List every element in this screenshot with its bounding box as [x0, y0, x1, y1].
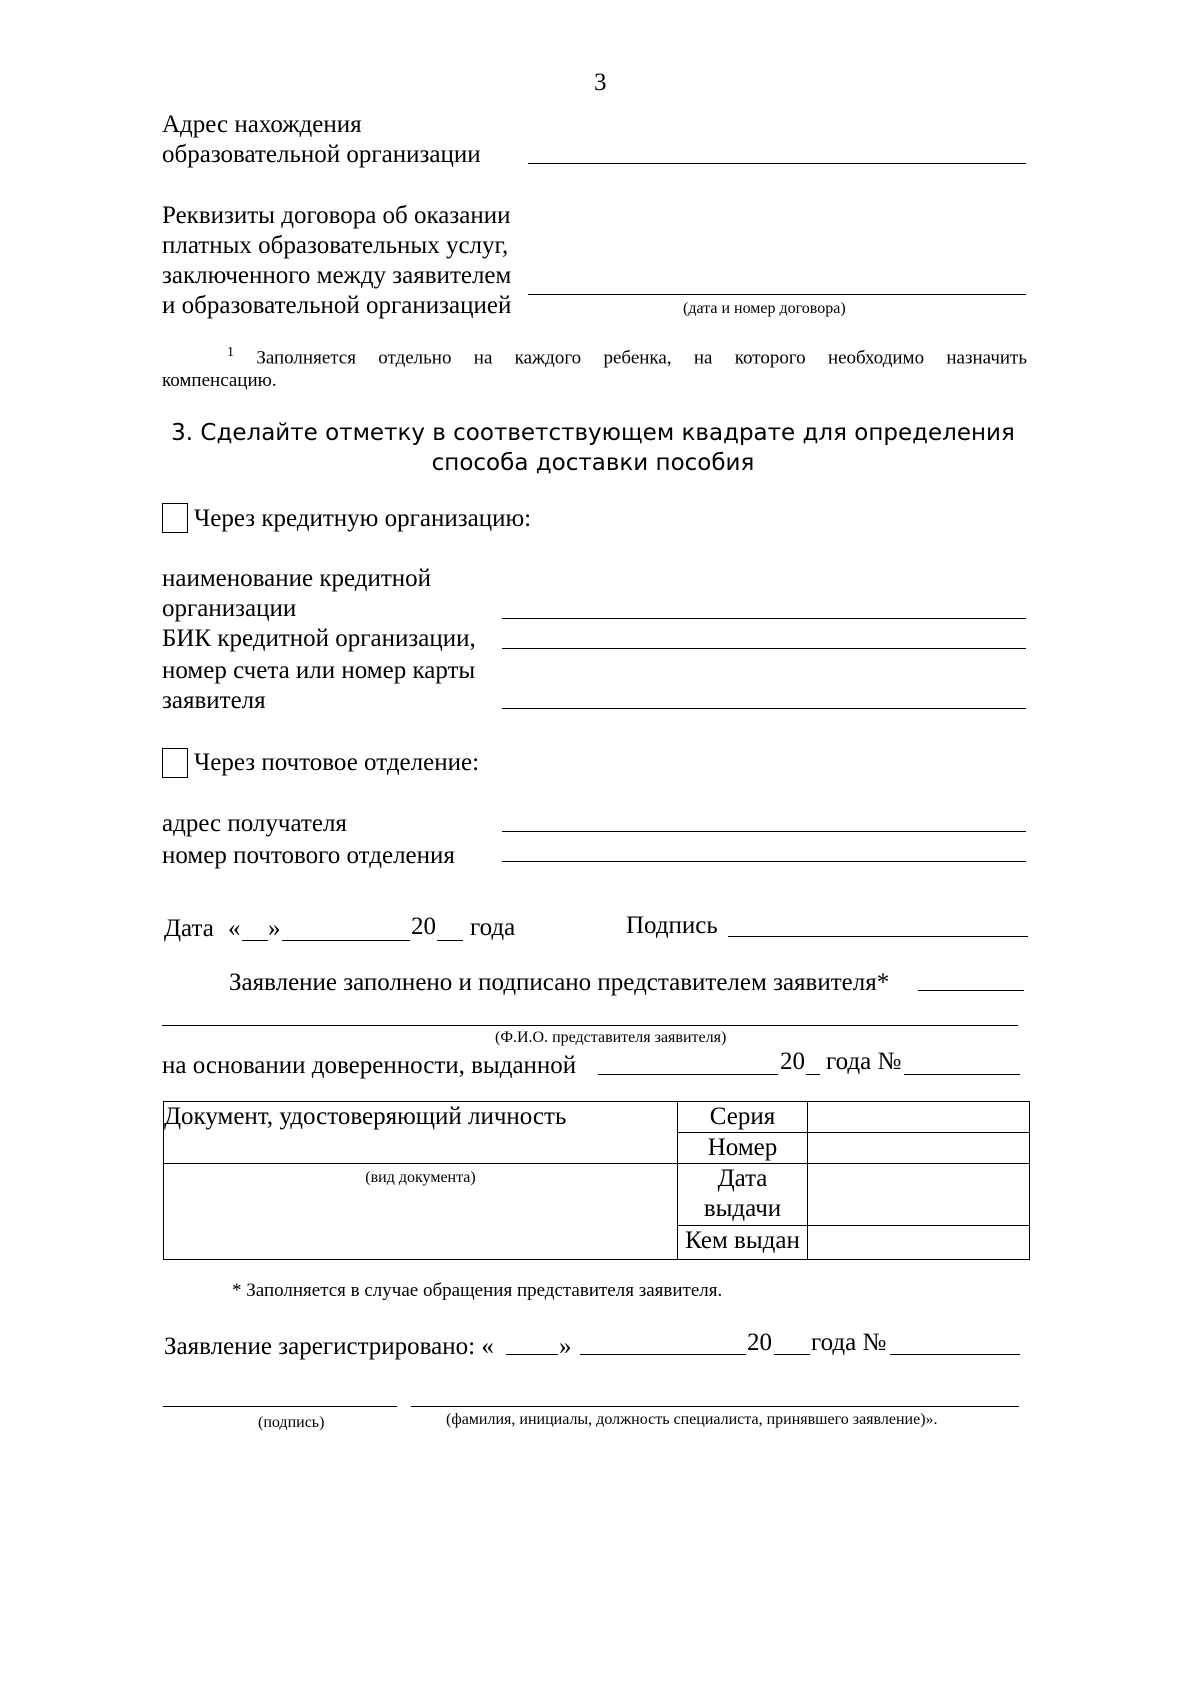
- registration-specialist-field[interactable]: [411, 1406, 1019, 1407]
- bank-name-label-line-1: наименование кредитной: [162, 565, 432, 592]
- representative-statement: Заявление заполнено и подписано представителем заявителя*: [229, 969, 890, 996]
- contract-label-line-3: заключенного между заявителем: [162, 262, 512, 289]
- registration-year-field[interactable]: [774, 1354, 810, 1355]
- proxy-number-field[interactable]: [904, 1074, 1020, 1075]
- document-type-label: Документ, удостоверяющий личность: [164, 1103, 567, 1130]
- contract-label-line-2: платных образовательных услуг,: [162, 232, 509, 259]
- registration-signature-caption: (подпись): [258, 1414, 325, 1431]
- proxy-year-prefix: 20: [780, 1048, 805, 1075]
- document-type-cell[interactable]: [164, 1102, 678, 1164]
- date-month-field[interactable]: [282, 940, 410, 941]
- date-year-prefix: 20: [411, 913, 436, 940]
- issued-by-label: Кем выдан: [678, 1226, 808, 1260]
- post-office-label: номер почтового отделения: [162, 842, 455, 869]
- document-caption-cell: [164, 1164, 678, 1260]
- issue-date-value-cell[interactable]: [808, 1164, 1030, 1226]
- bik-label-line-2: номер счета или номер карты: [162, 657, 476, 684]
- footnote-1-text-line-2: компенсацию.: [162, 370, 277, 391]
- signature-label: Подпись: [626, 912, 718, 939]
- registration-specialist-caption: (фамилия, инициалы, должность специалиста, принявшего заявление)».: [446, 1411, 938, 1428]
- bank-name-field-line[interactable]: [502, 618, 1026, 619]
- registration-signature-field[interactable]: [163, 1406, 397, 1407]
- contract-field-line[interactable]: [528, 294, 1026, 295]
- number-value-cell[interactable]: [808, 1133, 1030, 1164]
- proxy-year-field[interactable]: [806, 1074, 820, 1075]
- post-option-checkbox[interactable]: [162, 748, 188, 778]
- address-field-line[interactable]: [528, 163, 1026, 164]
- address-label-line-1: Адрес нахождения: [162, 111, 362, 138]
- contract-label-line-1: Реквизиты договора об оказании: [162, 202, 511, 229]
- bank-name-label-line-2: организации: [162, 595, 297, 622]
- proxy-date-field[interactable]: [598, 1074, 778, 1075]
- footnote-1: [227, 340, 1027, 370]
- registration-month-field[interactable]: [580, 1354, 746, 1355]
- registration-number-field[interactable]: [890, 1354, 1020, 1355]
- series-label: Серия: [678, 1102, 808, 1133]
- page-number: 3: [594, 69, 607, 96]
- date-label: Дата: [164, 915, 214, 942]
- contract-caption: (дата и номер договора): [683, 300, 846, 317]
- registration-year-suffix: года №: [811, 1329, 887, 1356]
- bik-label-line-1: БИК кредитной организации,: [162, 625, 476, 652]
- address-label-line-2: образовательной организации: [162, 141, 481, 168]
- recipient-address-label: адрес получателя: [162, 810, 347, 837]
- issue-date-label: [678, 1164, 808, 1226]
- identity-document-table: [163, 1101, 1030, 1260]
- footnote-1-text-line-1: Заполняется отдельно на каждого ребенка, на которого необходимо назначить: [256, 347, 1028, 369]
- document-type-caption: (вид документа): [365, 1169, 476, 1186]
- section-3-heading-line-1: 3. Сделайте отметку в соответствующем квадрате для определения: [171, 420, 1015, 446]
- registration-label: Заявление зарегистрировано: «: [164, 1333, 494, 1360]
- issued-by-value-cell[interactable]: [808, 1226, 1030, 1260]
- proxy-label: на основании доверенности, выданной: [162, 1052, 577, 1079]
- bank-option-label: Через кредитную организацию:: [194, 505, 532, 532]
- contract-label-line-4: и образовательной организацией: [162, 292, 512, 319]
- number-label: Номер: [678, 1133, 808, 1164]
- date-year-suffix: года: [470, 914, 516, 941]
- representative-fio-field[interactable]: [162, 1025, 1018, 1026]
- account-field-line[interactable]: [502, 708, 1026, 709]
- footnote-mark: 1: [227, 345, 234, 360]
- footnote-star: * Заполняется в случае обращения представителя заявителя.: [232, 1280, 723, 1301]
- bik-field-line[interactable]: [502, 648, 1026, 649]
- proxy-year-suffix: года №: [826, 1048, 902, 1075]
- bank-option-checkbox[interactable]: [162, 503, 188, 533]
- representative-sign-field[interactable]: [918, 990, 1024, 991]
- signature-field-line[interactable]: [728, 936, 1028, 937]
- bik-label-line-3: заявителя: [162, 687, 266, 714]
- registration-close-quote: »: [559, 1333, 572, 1360]
- date-year-field[interactable]: [437, 940, 463, 941]
- representative-fio-caption: (Ф.И.О. представителя заявителя): [495, 1029, 727, 1046]
- date-close-quote: »: [268, 915, 281, 942]
- date-open-quote: «: [228, 915, 241, 942]
- post-office-field-line[interactable]: [502, 861, 1026, 862]
- registration-day-field[interactable]: [506, 1354, 558, 1355]
- issue-date-label-line-1: Дата: [717, 1165, 768, 1192]
- issue-date-label-line-2: выдачи: [703, 1195, 782, 1222]
- section-3-heading-line-2: способа доставки пособия: [431, 450, 755, 476]
- recipient-address-field-line[interactable]: [502, 831, 1026, 832]
- post-option-label: Через почтовое отделение:: [194, 749, 480, 776]
- series-value-cell[interactable]: [808, 1102, 1030, 1133]
- registration-year-prefix: 20: [747, 1329, 772, 1356]
- date-day-field[interactable]: [242, 940, 268, 941]
